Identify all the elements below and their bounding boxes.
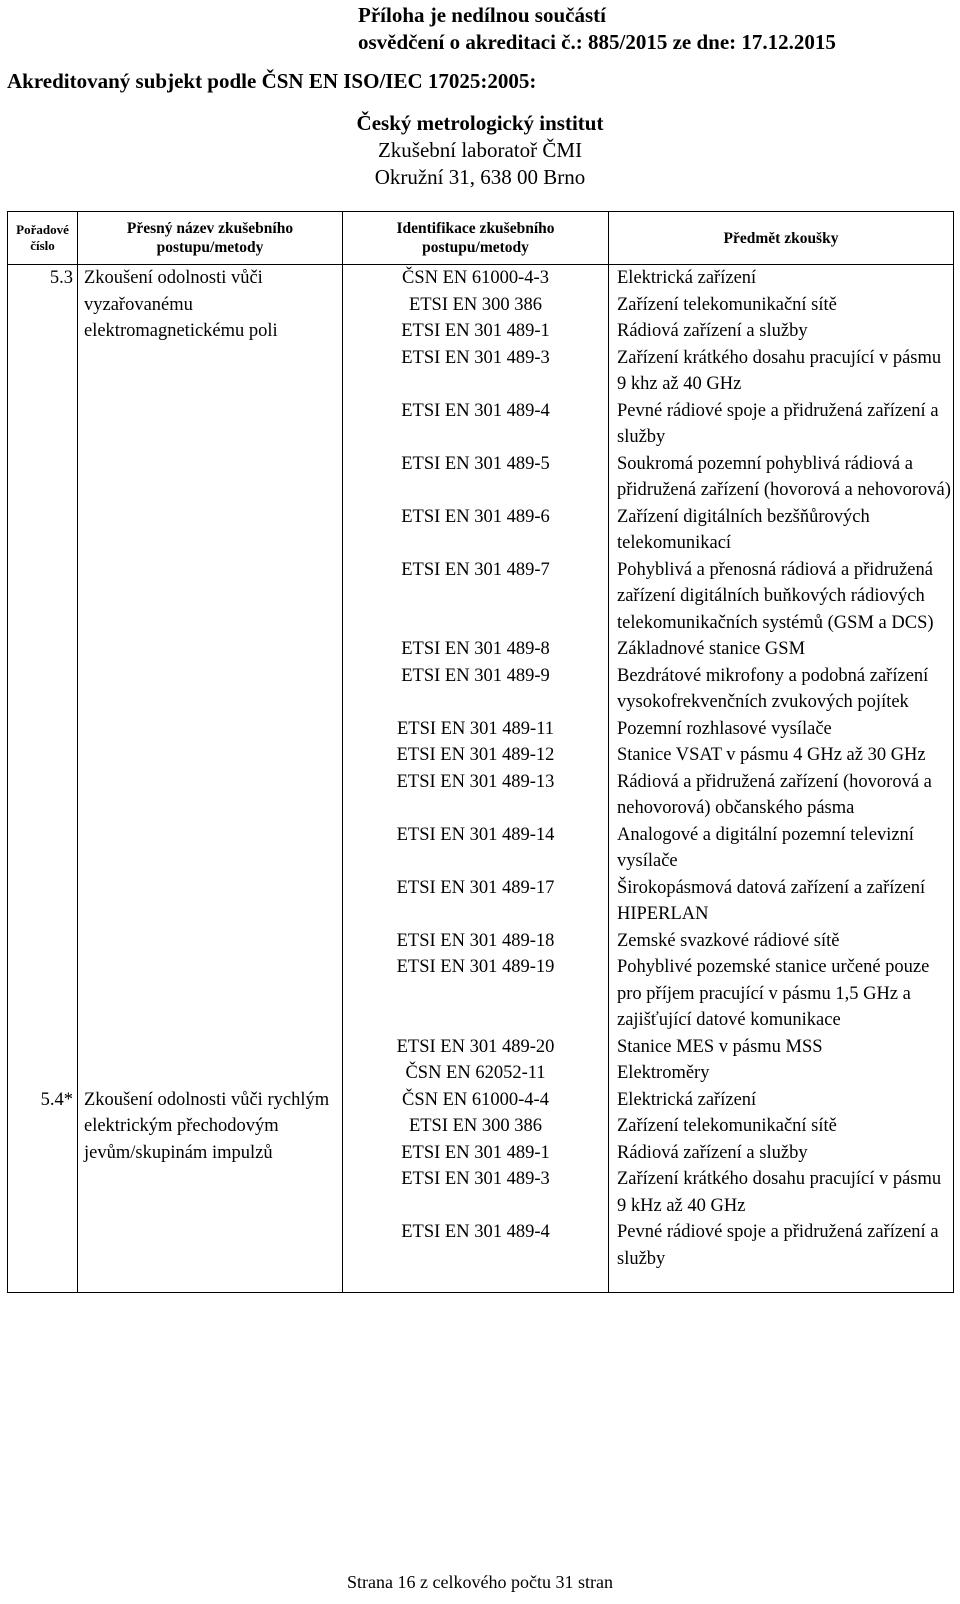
standard-identifier: ETSI EN 301 489-14 [343,822,609,875]
test-subject: Zemské svazkové rádiové sítě [609,928,954,955]
accreditation-statement: Akreditovaný subjekt podle ČSN EN ISO/IEC 17025:2005: [7,69,537,93]
tests-table-body [8,265,954,1293]
standard-identifier: ETSI EN 301 489-19 [343,954,609,1034]
test-subject: Stanice MES v pásmu MSS [609,1034,954,1061]
test-subject: Elektrická zařízení [609,1087,954,1114]
standard-identifier: ETSI EN 301 489-7 [343,557,609,637]
test-subject: Elektroměry [609,1060,954,1087]
test-subject: Pevné rádiové spoje a přidružená zařízení a služby [609,398,954,451]
test-subject: Elektrická zařízení [609,265,954,292]
table-header-row [8,212,954,265]
test-subject: Zařízení digitálních bezšňůrových telekomunikací [609,504,954,557]
standard-identifier: ETSI EN 301 489-3 [343,345,609,398]
standard-identifier: ETSI EN 301 489-1 [343,318,609,345]
standard-identifier: ETSI EN 300 386 [343,1113,609,1140]
test-subject: Zařízení krátkého dosahu pracující v pásmu 9 kHz až 40 GHz [609,1166,954,1219]
header-test-subject: Předmět zkoušky [609,212,954,265]
test-subject: Zařízení telekomunikační sítě [609,1113,954,1140]
test-subject: Rádiová zařízení a služby [609,1140,954,1167]
table-bottom-cell [78,1272,343,1293]
standard-identifier: ETSI EN 301 489-5 [343,451,609,504]
standard-identifier: ETSI EN 301 489-11 [343,716,609,743]
standard-identifier: ČSN EN 62052-11 [343,1060,609,1087]
test-subject: Základnové stanice GSM [609,636,954,663]
standard-identifier: ETSI EN 301 489-13 [343,769,609,822]
test-subject: Analogové a digitální pozemní televizní vysílače [609,822,954,875]
test-subject: Pevné rádiové spoje a přidružená zařízení a služby [609,1219,954,1272]
standard-identifier: ETSI EN 301 489-18 [343,928,609,955]
test-subject: Zařízení telekomunikační sítě [609,292,954,319]
table-bottom-cell [609,1272,954,1293]
test-method-name: Zkoušení odolnosti vůči vyzařovanému elektromagnetickému poli [78,265,343,1087]
header-method-name: Přesný název zkušebního postupu/metody [78,212,343,265]
header-method-identification: Identifikace zkušebního postupu/metody [343,212,609,265]
test-subject: Širokopásmová datová zařízení a zařízení HIPERLAN [609,875,954,928]
standard-identifier: ETSI EN 301 489-9 [343,663,609,716]
standard-identifier: ETSI EN 301 489-4 [343,1219,609,1272]
test-subject: Pohyblivé pozemské stanice určené pouze pro příjem pracující v pásmu 1,5 GHz a zajišťující datové komunikace [609,954,954,1034]
test-subject: Stanice VSAT v pásmu 4 GHz až 30 GHz [609,742,954,769]
standard-identifier: ETSI EN 301 489-6 [343,504,609,557]
standard-identifier: ETSI EN 301 489-1 [343,1140,609,1167]
table-bottom-cell [8,1272,78,1293]
table-bottom-cell [343,1272,609,1293]
test-subject: Rádiová zařízení a služby [609,318,954,345]
table-row [8,1087,954,1114]
page-footer: Strana 16 z celkového počtu 31 stran [347,1572,613,1592]
standard-identifier: ČSN EN 61000-4-4 [343,1087,609,1114]
standard-identifier: ETSI EN 300 386 [343,292,609,319]
table-bottom-row [8,1272,954,1293]
standard-identifier: ETSI EN 301 489-3 [343,1166,609,1219]
standard-identifier: ETSI EN 301 489-12 [343,742,609,769]
test-subject: Soukromá pozemní pohyblivá rádiová a přidružená zařízení (hovorová a nehovorová) [609,451,954,504]
standard-identifier: ETSI EN 301 489-20 [343,1034,609,1061]
organization-block [330,110,630,191]
standard-identifier: ČSN EN 61000-4-3 [343,265,609,292]
test-method-name: Zkoušení odolnosti vůči rychlým elektrickým přechodovým jevům/skupinám impulzů [78,1087,343,1273]
test-subject: Rádiová a přidružená zařízení (hovorová a nehovorová) občanského pásma [609,769,954,822]
annex-line-2: osvědčení o akreditaci č.: 885/2015 ze dne: 17.12.2015 [358,30,836,54]
header-order-number: Pořadové číslo [8,212,78,265]
annex-note [358,2,836,56]
test-subject: Pohyblivá a přenosná rádiová a přidružená zařízení digitálních buňkových rádiových telekomunikačních systémů (GSM a DCS) [609,557,954,637]
test-subject: Pozemní rozhlasové vysílače [609,716,954,743]
standard-identifier: ETSI EN 301 489-8 [343,636,609,663]
test-number: 5.3 [8,265,78,1087]
standard-identifier: ETSI EN 301 489-4 [343,398,609,451]
tests-table [7,211,954,1293]
organization-address: Okružní 31, 638 00 Brno [374,165,586,189]
test-number: 5.4* [8,1087,78,1273]
annex-line-1: Příloha je nedílnou součástí [358,3,606,27]
standard-identifier: ETSI EN 301 489-17 [343,875,609,928]
organization-name: Český metrologický institut [356,111,604,135]
test-subject: Zařízení krátkého dosahu pracující v pásmu 9 khz až 40 GHz [609,345,954,398]
laboratory-name: Zkušební laboratoř ČMI [377,138,583,162]
test-subject: Bezdrátové mikrofony a podobná zařízení vysokofrekvenčních zvukových pojítek [609,663,954,716]
table-row [8,265,954,292]
